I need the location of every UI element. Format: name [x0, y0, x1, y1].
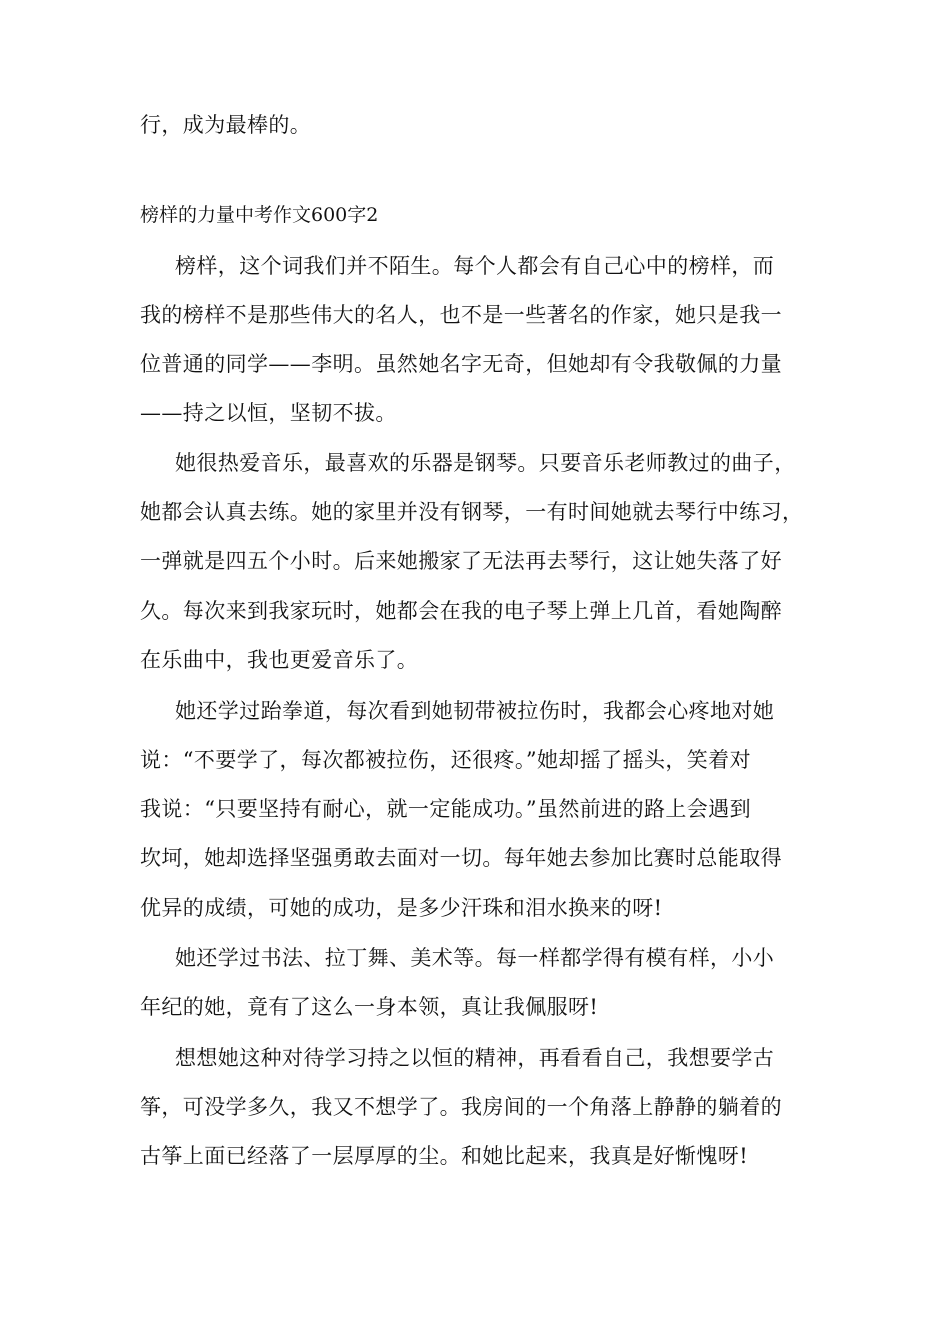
- essay-heading: 榜样的力量中考作文600字2: [140, 204, 379, 226]
- paragraph-line: 位普通的同学——李明。虽然她名字无奇，但她却有令我敬佩的力量: [140, 352, 782, 376]
- paragraph-line: 想想她这种对待学习持之以恒的精神，再看看自己，我想要学古: [175, 1046, 775, 1070]
- paragraph-line: 久。每次来到我家玩时，她都会在我的电子琴上弹上几首，看她陶醉: [140, 599, 782, 623]
- paragraph-line: 坎坷，她却选择坚强勇敢去面对一切。每年她去参加比赛时总能取得: [140, 846, 782, 870]
- paragraph-line: 她都会认真去练。她的家里并没有钢琴，一有时间她就去琴行中练习，: [140, 500, 804, 524]
- paragraph-line: 年纪的她，竟有了这么一身本领，真让我佩服呀!: [140, 995, 599, 1019]
- paragraph-line: 她很热爱音乐，最喜欢的乐器是钢琴。只要音乐老师教过的曲子，: [175, 451, 796, 475]
- paragraph-line: 她还学过跆拳道，每次看到她韧带被拉伤时，我都会心疼地对她: [175, 699, 775, 723]
- paragraph-line: 优异的成绩，可她的成功，是多少汗珠和泪水换来的呀!: [140, 896, 663, 920]
- paragraph-line: 在乐曲中，我也更爱音乐了。: [140, 648, 419, 672]
- paragraph-line: 我说：“只要坚持有耐心，就一定能成功。”虽然前进的路上会遇到: [140, 797, 751, 821]
- paragraph-line: 她还学过书法、拉丁舞、美术等。每一样都学得有模有样，小小: [175, 946, 775, 970]
- paragraph-line: 说：“不要学了，每次都被拉伤，还很疼。”她却摇了摇头，笑着对: [140, 748, 751, 772]
- paragraph-line: 榜样，这个词我们并不陌生。每个人都会有自己心中的榜样，而: [175, 254, 775, 278]
- paragraph-line: 古筝上面已经落了一层厚厚的尘。和她比起来，我真是好惭愧呀!: [140, 1144, 749, 1168]
- paragraph-line: 筝，可没学多久，我又不想学了。我房间的一个角落上静静的躺着的: [140, 1095, 782, 1119]
- paragraph-line: 一弹就是四五个小时。后来她搬家了无法再去琴行，这让她失落了好: [140, 549, 782, 573]
- paragraph-line: ——持之以恒，坚韧不拔。: [140, 401, 397, 425]
- paragraph-line: 我的榜样不是那些伟大的名人，也不是一些著名的作家，她只是我一: [140, 303, 782, 327]
- continuation-line: 行，成为最棒的。: [140, 113, 312, 137]
